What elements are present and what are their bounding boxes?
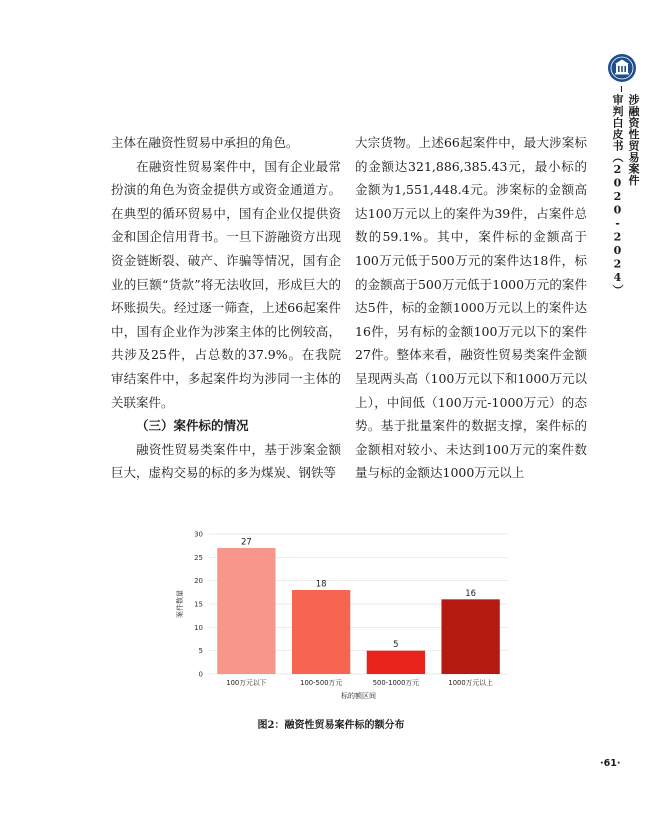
bar-value-label: 5 [393,640,399,651]
paragraph: 在融资性贸易案件中，国有企业最常扮演的角色为资金提供方或资金通道方。在典型的循环贸易中，国有企业仅提供资金和国企信用背书。一旦下游融资方出现资金链断裂、破产、诈骗等情况，国有企业的巨额“货款”将无法收回，形成巨大的坏账损失。经过逐一筛查，上述66起案件中，国有企业作为涉案主体的比例较高，共涉及25件，占总数的37.9%。在我院审结案件中，多起案件均为涉同一主体的关联案件。 [111,158,341,410]
bar-value-label: 27 [240,537,252,548]
bar-value-label: 18 [315,579,327,590]
section-heading: （三）案件标的情况 [136,418,249,434]
y-tick-label: 15 [194,600,203,609]
x-tick-label: 100万元以下 [226,679,267,687]
page-number: ·61· [600,758,621,769]
right-text-column [355,131,587,485]
bar [441,599,499,674]
y-tick-label: 20 [194,577,203,586]
x-tick-label: 1000万元以上 [448,679,493,687]
y-tick-label: 0 [198,670,203,679]
sidebar-title-line-2: 审判白皮书（2020-2024） [611,94,624,296]
paragraph: 主体在融资性贸易中承担的角色。 [111,135,299,150]
sidebar-rule [621,86,622,92]
court-logo-icon [607,53,637,83]
y-tick-label: 25 [194,553,203,562]
paragraph: 大宗货物。上述66起案件中，最大涉案标的金额达321,886,385.43元，最小标的金额为1,551,448.4元。涉案标的金额高达100万元以上的案件为39件，占案件总数的59.1%。其中，案件标的金额高于100万元低于500万元的案件达18件，标的金额高于500万元低于1000万元的案件达5件，标的金额1000万元以上的案件达16件，另有标的金额100万元以下的案件27件。整体来看，融资性贸易类案件金额呈现两头高（100万元以下和1000万元以上），中间低（100万元-1000万元）的态势。基于批量案件的数据支撑，案件标的金额相对较小、未达到100万元的案件数量与标的金额达1000万元以上 [355,135,587,481]
left-text-column [111,131,341,485]
x-axis-label: 标的额区间 [341,692,376,700]
x-tick-label: 500-1000万元 [372,679,420,687]
y-tick-label: 10 [194,623,203,632]
figure-caption: 图2：融资性贸易案件标的额分布 [257,720,405,731]
y-axis-label: 案件数量 [176,590,184,618]
paragraph: 融资性贸易类案件中，基于涉案金额巨大，虚构交易的标的多为煤炭、钢铁等 [111,441,341,481]
bar-chart [168,524,528,704]
sidebar-title-line-1: 涉融资性贸易案件 [627,94,640,186]
y-tick-label: 5 [198,647,203,656]
bar [217,548,275,674]
bar [367,651,425,674]
y-tick-label: 30 [194,530,203,539]
bar [292,590,350,674]
bar-value-label: 16 [465,588,477,599]
x-tick-label: 100-500万元 [300,679,343,687]
